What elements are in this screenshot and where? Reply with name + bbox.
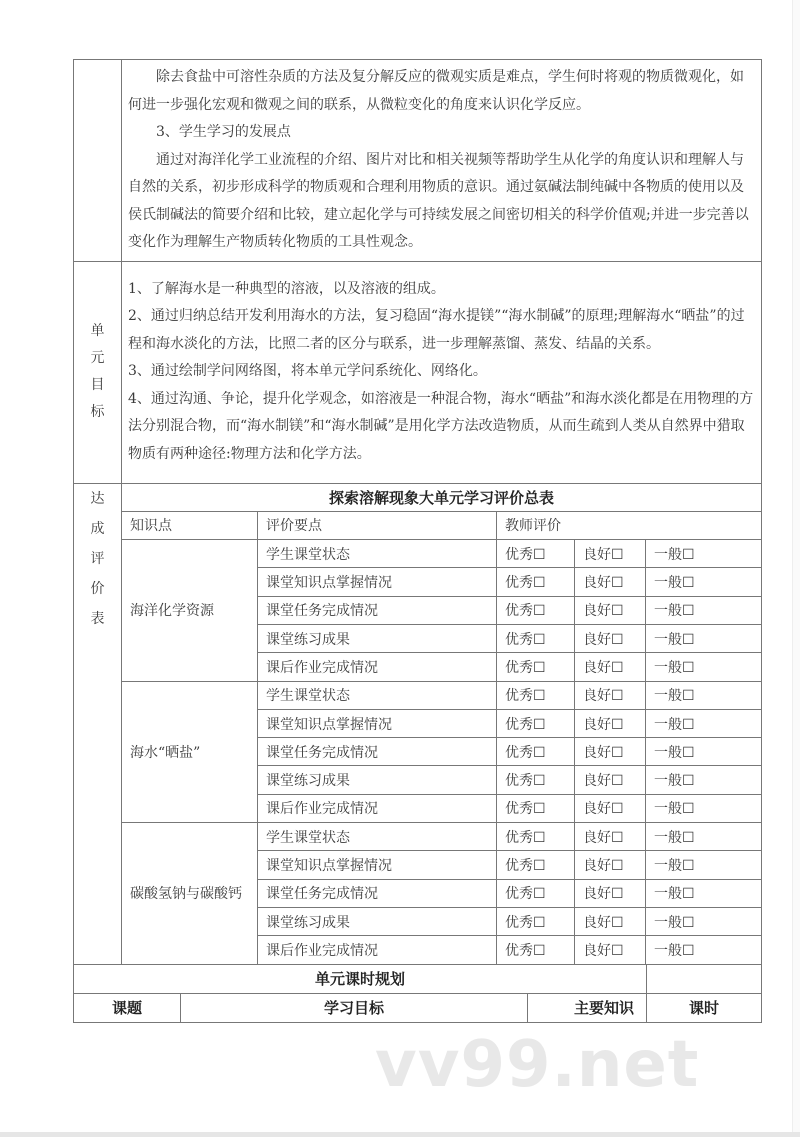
key-point-cell: 课堂知识点掌握情况 — [258, 568, 497, 596]
rating-checkbox-average[interactable]: 一般☐ — [646, 879, 762, 907]
rating-checkbox-excellent[interactable]: 优秀☐ — [497, 794, 575, 822]
rating-checkbox-good[interactable]: 良好☐ — [575, 709, 646, 737]
rating-checkbox-excellent[interactable]: 优秀☐ — [497, 936, 575, 964]
document-tables — [73, 60, 761, 1023]
rating-checkbox-good[interactable]: 良好☐ — [575, 907, 646, 935]
rating-checkbox-excellent[interactable]: 优秀☐ — [497, 624, 575, 652]
rating-checkbox-good[interactable]: 良好☐ — [575, 879, 646, 907]
key-point-cell: 课后作业完成情况 — [258, 653, 497, 681]
key-point-cell: 课堂练习成果 — [258, 624, 497, 652]
planning-header-hours: 课时 — [647, 993, 762, 1022]
watermark: vv99.net — [375, 1028, 700, 1102]
key-point-cell: 课堂任务完成情况 — [258, 738, 497, 766]
rating-checkbox-average[interactable]: 一般☐ — [646, 653, 762, 681]
rating-checkbox-good[interactable]: 良好☐ — [575, 766, 646, 794]
rating-checkbox-excellent[interactable]: 优秀☐ — [497, 907, 575, 935]
unit-goal-item: 3、通过绘制学问网络图，将本单元学问系统化、网络化。 — [128, 363, 487, 380]
planning-table — [73, 964, 762, 1023]
planning-header-topic: 课题 — [74, 993, 181, 1022]
rating-checkbox-good[interactable]: 良好☐ — [575, 681, 646, 709]
rating-checkbox-average[interactable]: 一般☐ — [646, 766, 762, 794]
rating-checkbox-average[interactable]: 一般☐ — [646, 681, 762, 709]
key-point-cell: 学生课堂状态 — [258, 681, 497, 709]
header-teacher-eval: 教师评价 — [497, 511, 762, 539]
rating-checkbox-good[interactable]: 良好☐ — [575, 540, 646, 568]
unit-goal-item: 1、了解海水是一种典型的溶液，以及溶液的组成。 — [128, 280, 445, 297]
rating-checkbox-excellent[interactable]: 优秀☐ — [497, 823, 575, 851]
rating-checkbox-good[interactable]: 良好☐ — [575, 653, 646, 681]
key-point-cell: 学生课堂状态 — [258, 823, 497, 851]
rating-checkbox-average[interactable]: 一般☐ — [646, 851, 762, 879]
rating-checkbox-excellent[interactable]: 优秀☐ — [497, 879, 575, 907]
rating-checkbox-excellent[interactable]: 优秀☐ — [497, 766, 575, 794]
table-row — [74, 823, 762, 851]
rating-checkbox-average[interactable]: 一般☐ — [646, 596, 762, 624]
rating-checkbox-excellent[interactable]: 优秀☐ — [497, 681, 575, 709]
rating-checkbox-excellent[interactable]: 优秀☐ — [497, 568, 575, 596]
header-key-points: 评价要点 — [258, 511, 497, 539]
key-point-cell: 课堂知识点掌握情况 — [258, 851, 497, 879]
rating-checkbox-good[interactable]: 良好☐ — [575, 851, 646, 879]
rating-checkbox-excellent[interactable]: 优秀☐ — [497, 540, 575, 568]
evaluation-title: 探索溶解现象大单元学习评价总表 — [122, 483, 762, 511]
page-bottom-edge — [0, 1132, 800, 1137]
key-point-cell: 课堂练习成果 — [258, 907, 497, 935]
key-point-cell: 课堂知识点掌握情况 — [258, 709, 497, 737]
key-point-cell: 课堂任务完成情况 — [258, 879, 497, 907]
rating-checkbox-good[interactable]: 良好☐ — [575, 823, 646, 851]
evaluation-label-cell — [74, 483, 122, 964]
rating-checkbox-good[interactable]: 良好☐ — [575, 936, 646, 964]
rating-checkbox-excellent[interactable]: 优秀☐ — [497, 851, 575, 879]
key-point-cell: 课后作业完成情况 — [258, 794, 497, 822]
development-paragraph: 通过对海洋化学工业流程的介绍、图片对比和相关视频等帮助学生从化学的角度认识和理解人与自然的关系，初步形成科学的物质观和合理利用物质的意识。通过氨碱法制纯碱中各物质的使用以及侯氏制碱法的简要介绍和比较，建立起化学与可持续发展之间密切相关的科学价值观;并进一步完善以变化作为理解生产物质转化物质的工具性观念。 — [128, 151, 749, 250]
rating-checkbox-good[interactable]: 良好☐ — [575, 596, 646, 624]
planning-header-knowledge: 主要知识 — [528, 993, 647, 1022]
planning-header-goals: 学习目标 — [181, 993, 528, 1022]
unit-goals-label-cell — [74, 261, 122, 483]
knowledge-cell: 海水“晒盐” — [122, 681, 258, 822]
rating-checkbox-average[interactable]: 一般☐ — [646, 540, 762, 568]
rating-checkbox-average[interactable]: 一般☐ — [646, 794, 762, 822]
planning-empty-cell — [647, 964, 762, 993]
knowledge-cell: 海洋化学资源 — [122, 540, 258, 681]
key-point-cell: 课堂任务完成情况 — [258, 596, 497, 624]
rating-checkbox-good[interactable]: 良好☐ — [575, 738, 646, 766]
rating-checkbox-excellent[interactable]: 优秀☐ — [497, 738, 575, 766]
rating-checkbox-excellent[interactable]: 优秀☐ — [497, 653, 575, 681]
rating-checkbox-average[interactable]: 一般☐ — [646, 936, 762, 964]
rating-checkbox-good[interactable]: 良好☐ — [575, 568, 646, 596]
key-point-cell: 课堂练习成果 — [258, 766, 497, 794]
rating-checkbox-excellent[interactable]: 优秀☐ — [497, 596, 575, 624]
unit-goal-item: 4、通过沟通、争论，提升化学观念，如溶液是一种混合物，海水“晒盐”和海水淡化都是在用物理的方法分别混合物，而“海水制镁”和“海水制碱”是用化学方法改造物质，从而生疏到人类从自然界中猎取物质有两种途径:物理方法和化学方法。 — [128, 390, 754, 462]
evaluation-label: 达成评价表 — [90, 490, 105, 627]
page-edge — [792, 0, 800, 1137]
evaluation-table — [73, 483, 762, 965]
rating-checkbox-average[interactable]: 一般☐ — [646, 624, 762, 652]
knowledge-cell: 碳酸氢钠与碳酸钙 — [122, 823, 258, 964]
rating-checkbox-average[interactable]: 一般☐ — [646, 738, 762, 766]
difficulty-paragraph: 除去食盐中可溶性杂质的方法及复分解反应的微观实质是难点，学生何时将观的物质微观化，如何进一步强化宏观和微观之间的联系，从微粒变化的角度来认识化学反应。 — [128, 69, 744, 113]
key-point-cell: 课后作业完成情况 — [258, 936, 497, 964]
table-row — [74, 681, 762, 709]
header-knowledge: 知识点 — [122, 511, 258, 539]
rating-checkbox-average[interactable]: 一般☐ — [646, 823, 762, 851]
unit-goals-section — [73, 261, 762, 484]
unit-goal-item: 2、通过归纳总结开发利用海水的方法，复习稳固“海水提镁”“海水制碱”的原理;理解海水“晒盐”的过程和海水淡化的方法，比照二者的区分与联系，进一步理解蒸馏、蒸发、结晶的关系。 — [128, 308, 745, 352]
development-heading: 3、学生学习的发展点 — [156, 124, 291, 140]
unit-goals-label: 单元目标 — [90, 323, 105, 420]
planning-title: 单元课时规划 — [74, 964, 647, 993]
rating-checkbox-average[interactable]: 一般☐ — [646, 568, 762, 596]
difficulty-section — [73, 59, 762, 262]
rating-checkbox-excellent[interactable]: 优秀☐ — [497, 709, 575, 737]
key-point-cell: 学生课堂状态 — [258, 540, 497, 568]
rating-checkbox-average[interactable]: 一般☐ — [646, 907, 762, 935]
rating-checkbox-good[interactable]: 良好☐ — [575, 794, 646, 822]
table-row — [74, 540, 762, 568]
rating-checkbox-average[interactable]: 一般☐ — [646, 709, 762, 737]
difficulty-label — [74, 60, 122, 262]
rating-checkbox-good[interactable]: 良好☐ — [575, 624, 646, 652]
